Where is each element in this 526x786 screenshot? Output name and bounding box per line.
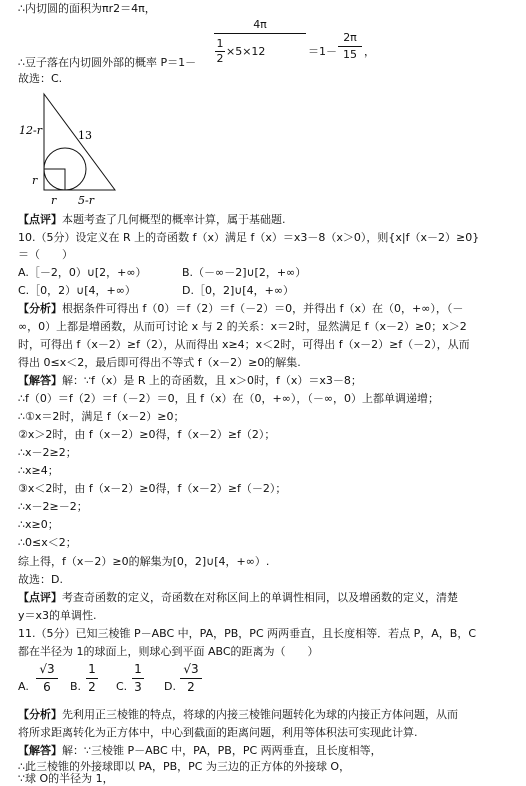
fraction-bar <box>214 33 306 34</box>
text-line: ∴内切圆的面积为πr2＝4π， <box>18 2 156 15</box>
answer-tag: 【解答】 <box>18 374 62 387</box>
comment-tag: 【点评】 <box>18 591 62 604</box>
analysis-text: 先利用正三棱锥的特点，将球的内接三棱锥问题转化为球的内接正方体问题，从而 <box>62 708 458 721</box>
option-c-label: C. <box>116 680 128 693</box>
triangle-incircle-figure <box>18 88 128 208</box>
option-c-numerator: 1 <box>134 662 142 676</box>
option-d: D.［0，2]∪[4，+∞） <box>182 284 294 297</box>
text-line: ∴x≥0； <box>18 518 59 531</box>
text-line: ∴f（0）＝f（2）＝f（－2）＝0，且 f（x）在（0，+∞），（－∞，0）上都单调递增； <box>18 392 440 405</box>
analysis-tag: 【分析】 <box>18 708 62 721</box>
comment-text: 本题考查了几何概型的概率计算，属于基础题. <box>62 213 286 226</box>
text-line: ∴此三棱锥的外接球即以 PA，PB，PC 为三边的正方体的外接球 O， <box>18 760 351 773</box>
text-line: 都在半径为 1的球面上，则球心到平面 ABC的距离为（ ） <box>18 645 319 658</box>
option-a: A.［－2，0）∪[2，+∞） <box>18 266 147 279</box>
label-hypotenuse: 13 <box>78 129 92 142</box>
text-line: ∴x≥4； <box>18 464 59 477</box>
option-b-denominator: 2 <box>88 680 96 694</box>
option-b-numerator: 1 <box>88 662 96 676</box>
option-a-label: A. <box>18 680 29 693</box>
text-line: ∞，0）上都是增函数，从而可讨论 x 与 2 的关系：x＝2时，显然满足 f（x－2）≥0；x＞2 <box>18 320 467 333</box>
label-bottom: 5-r <box>78 194 94 207</box>
text-line: ∴豆子落在内切圆外部的概率 P＝1－ <box>18 56 197 69</box>
fraction-bar <box>180 678 202 679</box>
text-line: ∴0≤x＜2； <box>18 536 77 549</box>
fraction-bar <box>132 678 144 679</box>
comment-text: 考查奇函数的定义，奇函数在对称区间上的单调性相同，以及增函数的定义，清楚 <box>62 591 458 604</box>
option-b: B.（－∞－2]∪[2，+∞） <box>182 266 307 279</box>
fraction-bar <box>86 678 98 679</box>
answer-text: 解：∵f（x）是 R 上的奇函数，且 x＞0时，f（x）＝x3－8； <box>62 374 362 387</box>
text-line <box>18 708 458 722</box>
text-line: 时，可得出 f（x－2）≥f（2），从而得出 x≥4；x＜2时，可得出 f（x－2）≥f（－2），从而 <box>18 338 470 351</box>
text-line: 故选：C. <box>18 72 63 85</box>
answer-text: 解：∵三棱锥 P－ABC 中，PA，PB，PC 两两垂直，且长度相等， <box>62 744 382 757</box>
fraction-result-denominator: 15 <box>343 48 357 61</box>
comment-tag: 【点评】 <box>18 213 62 226</box>
option-d-numerator: √3 <box>183 662 199 676</box>
text-line: 故选：D. <box>18 573 63 586</box>
text-line: ， <box>364 45 375 58</box>
text-line: ②x＞2时，由 f（x－2）≥0得，f（x－2）≥f（2）； <box>18 428 276 441</box>
analysis-tag: 【分析】 <box>18 302 62 315</box>
option-d-label: D. <box>164 680 176 693</box>
label-r-left: r <box>32 174 38 187</box>
text-line: ＝1－ <box>308 45 337 58</box>
option-c: C.［0，2）∪[4，+∞） <box>18 284 136 297</box>
text-line: ∴x－2≥2； <box>18 446 77 459</box>
text-line: 将所求距离转化为正方体中，中心到截面的距离问题，利用等体积法可实现此计算. <box>18 726 418 739</box>
fraction-inner-denominator: 2 <box>216 52 224 65</box>
question-11: 11.（5分）已知三棱锥 P－ABC 中，PA，PB，PC 两两垂直，且长度相等．若点 P，A，B，C <box>18 627 477 640</box>
fraction-bar <box>338 46 362 47</box>
text-line: ∴x－2≥－2； <box>18 500 88 513</box>
text-line <box>18 213 286 227</box>
fraction-denominator-rest: ×5×12 <box>226 45 266 58</box>
label-side-left: 12-r <box>19 124 42 137</box>
fraction-inner-numerator: 1 <box>216 37 224 50</box>
fraction-bar <box>36 678 58 679</box>
label-r-bottom: r <box>51 194 57 207</box>
analysis-text: 根据条件可得出 f（0）＝f（2）＝f（－2）＝0，并得出 f（x）在（0，+∞），（－ <box>62 302 464 315</box>
text-line: ＝（ ） <box>18 248 73 261</box>
text-line: 综上得，f（x－2）≥0的解集为[0，2]∪[4，+∞）. <box>18 555 270 568</box>
text-line <box>18 302 463 316</box>
text-line <box>18 374 362 388</box>
text-line: 得出 0≤x＜2，最后即可得出不等式 f（x－2）≥0的解集. <box>18 356 301 369</box>
option-a-numerator: √3 <box>39 662 55 676</box>
option-c-denominator: 3 <box>134 680 142 694</box>
text-line: ∴①x＝2时，满足 f（x－2）≥0； <box>18 410 185 423</box>
text-line: ③x＜2时，由 f（x－2）≥0得，f（x－2）≥f（－2）； <box>18 482 287 495</box>
option-a-denominator: 6 <box>43 680 51 694</box>
text-line: y＝x3的单调性. <box>18 609 97 622</box>
answer-tag: 【解答】 <box>18 744 62 757</box>
text-line: ∵球 O的半径为 1， <box>18 772 114 785</box>
text-line <box>18 591 458 605</box>
question-10: 10.（5分）设定义在 R 上的奇函数 f（x）满足 f（x）＝x3－8（x＞0），则{x|f（x－2）≥0} <box>18 231 480 244</box>
fraction-outer-numerator: 4π <box>253 18 267 31</box>
option-d-denominator: 2 <box>187 680 195 694</box>
text-line <box>18 744 382 758</box>
fraction-result-numerator: 2π <box>343 31 357 44</box>
option-b-label: B. <box>70 680 82 693</box>
